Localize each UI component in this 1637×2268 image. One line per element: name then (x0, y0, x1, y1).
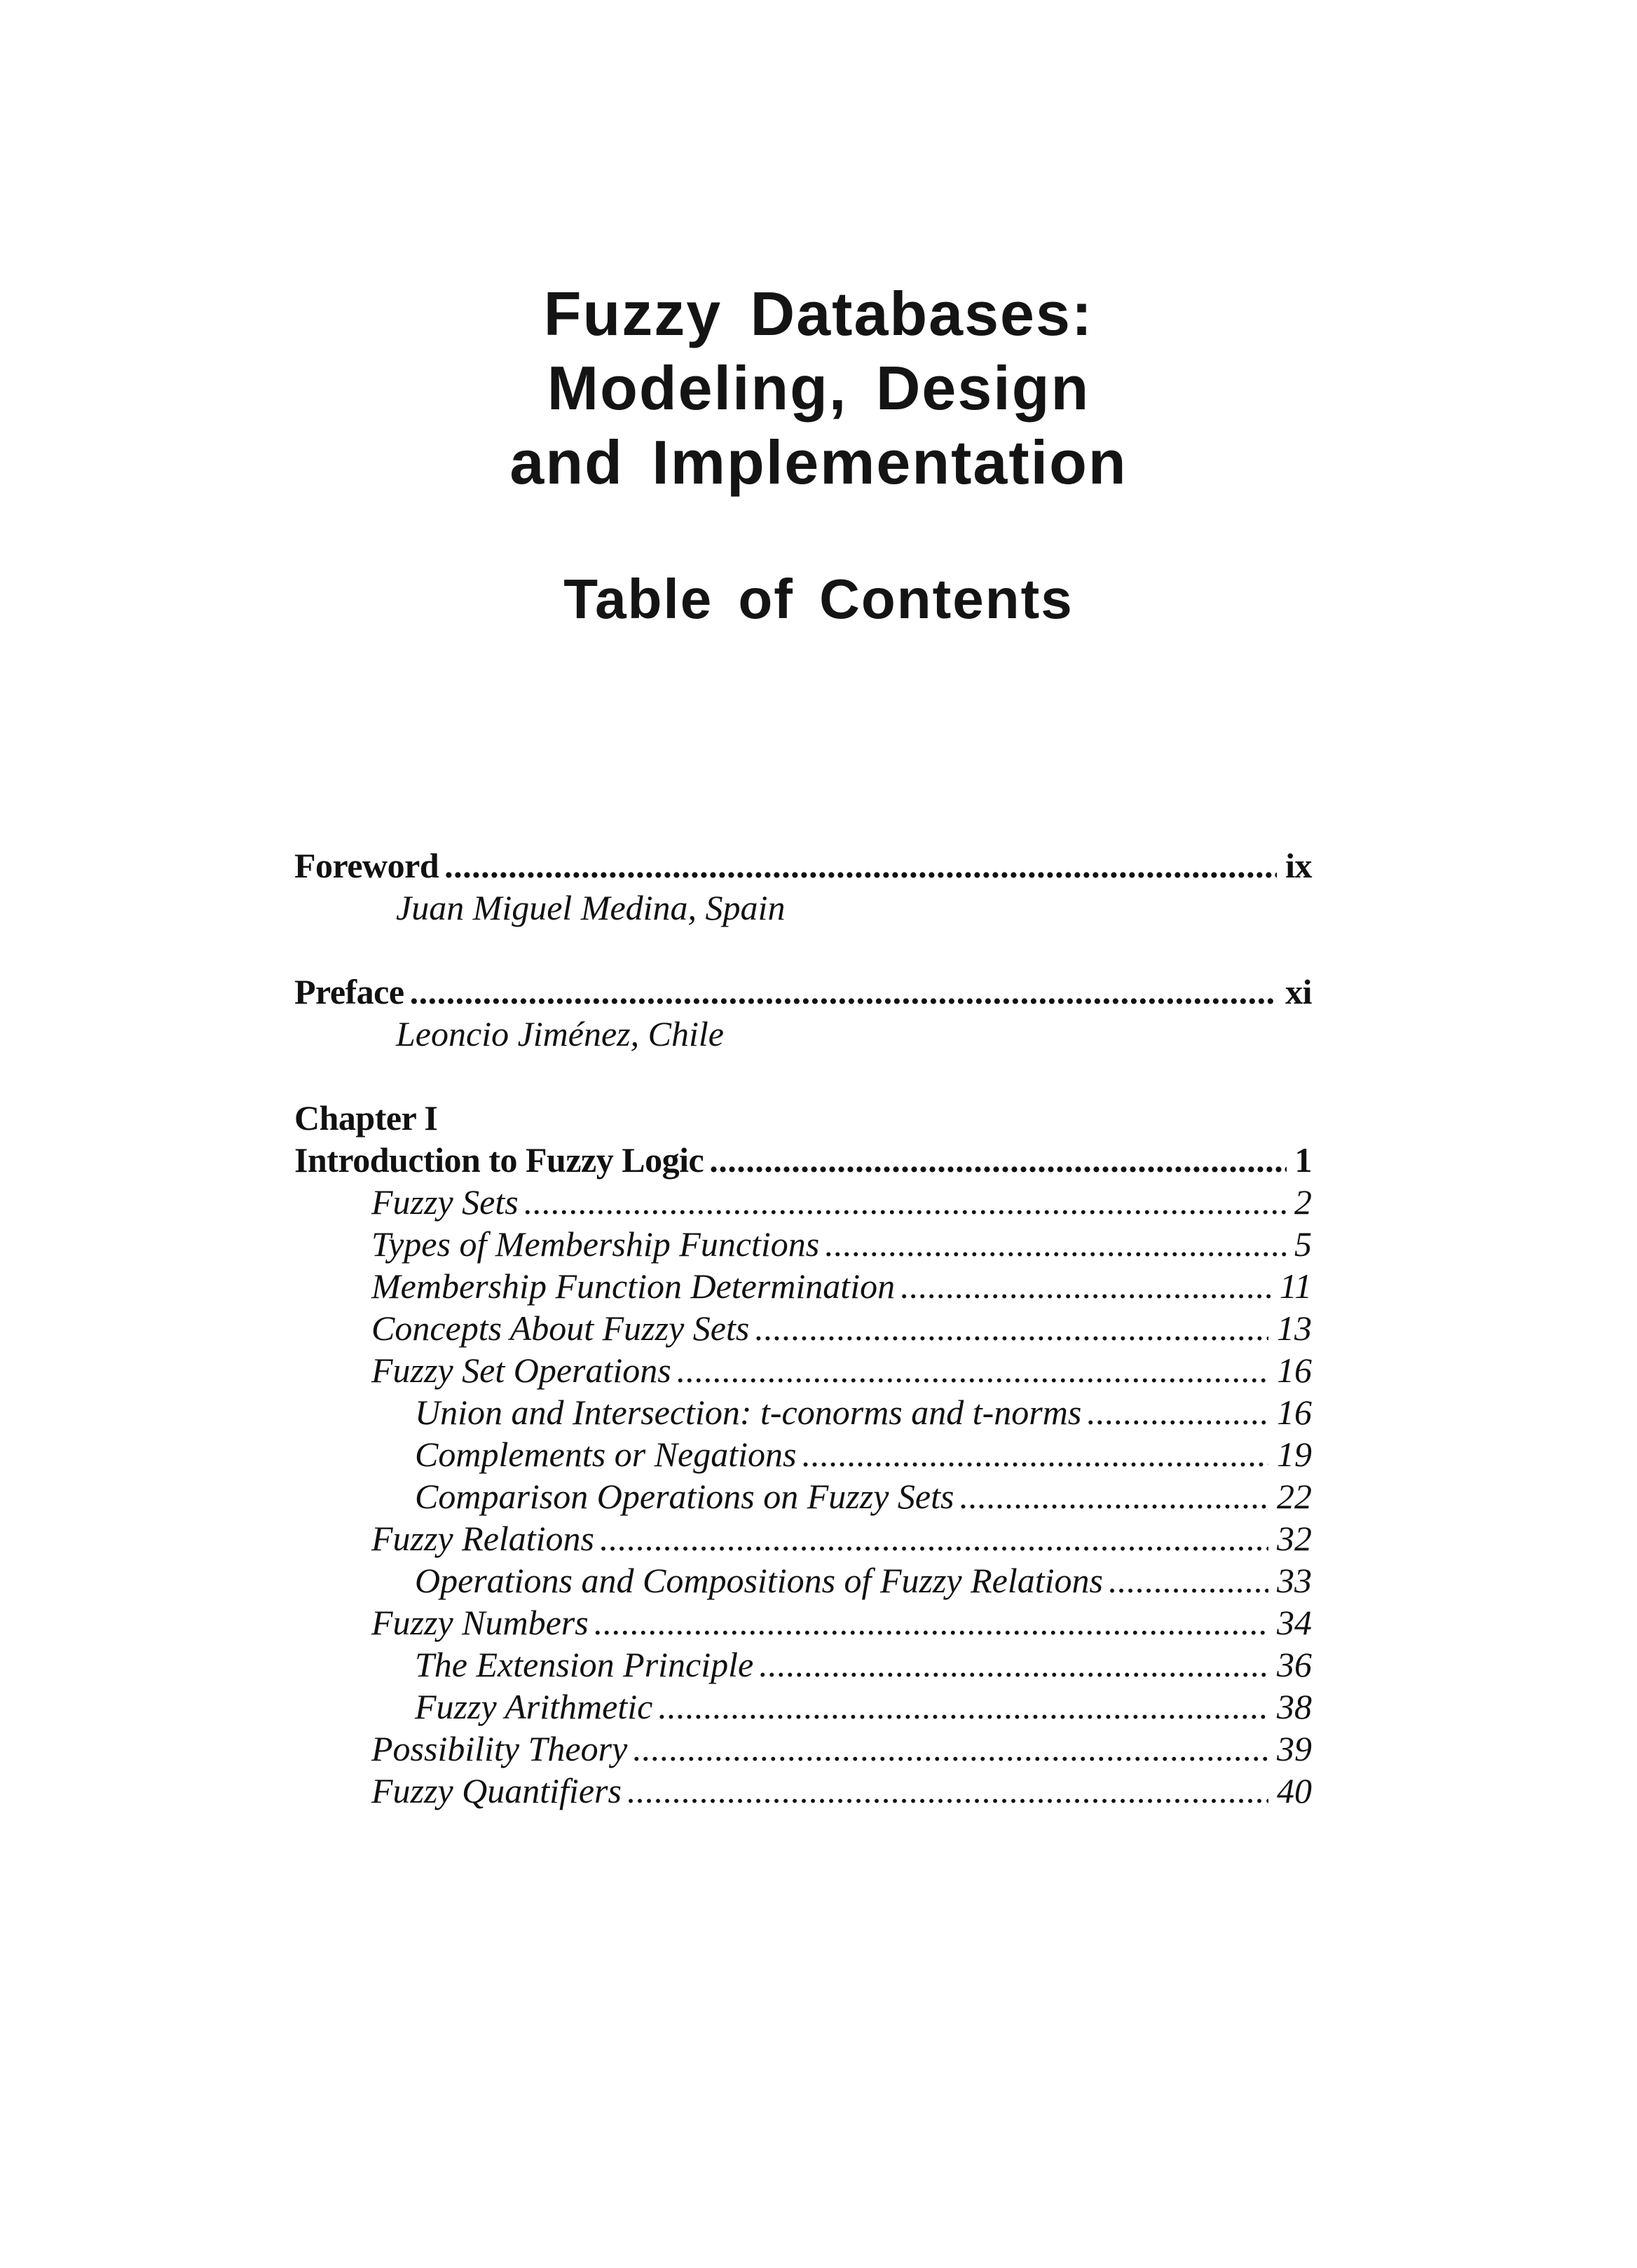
toc-entry-section[interactable] (294, 1349, 1312, 1391)
toc-entry-page: 1 (1294, 1140, 1312, 1180)
dot-leader (825, 1223, 1286, 1265)
spacer (294, 929, 1312, 971)
toc-entry-title: Union and Intersection: t-conorms and t-norms (415, 1393, 1082, 1432)
dot-leader (658, 1686, 1268, 1728)
toc-entry-section[interactable] (294, 1265, 1312, 1307)
toc-entry-page: 38 (1277, 1687, 1312, 1726)
toc-entry-section[interactable] (294, 1517, 1312, 1559)
title-block (0, 277, 1637, 634)
dot-leader (1087, 1391, 1268, 1433)
toc-entry-author: Juan Miguel Medina, Spain (396, 888, 786, 927)
dot-leader (410, 971, 1278, 1013)
toc-entry-title: Fuzzy Arithmetic (415, 1687, 653, 1726)
toc-entry-foreword[interactable] (294, 845, 1312, 887)
toc-entry-title: Fuzzy Numbers (371, 1603, 589, 1642)
toc-entry-subsection[interactable] (294, 1433, 1312, 1475)
dot-leader (802, 1433, 1268, 1475)
toc-entry-page: 16 (1277, 1351, 1312, 1390)
toc-entry-subsection[interactable] (294, 1644, 1312, 1686)
dot-leader (1109, 1559, 1268, 1601)
toc-entry-page: 34 (1277, 1603, 1312, 1642)
book-title-line: and Implementation (509, 428, 1128, 497)
toc-entry-page: 5 (1294, 1224, 1312, 1264)
spacer (294, 1055, 1312, 1097)
toc-entry-page: 36 (1277, 1645, 1312, 1684)
toc-entry-chapter[interactable] (294, 1139, 1312, 1181)
dot-leader (444, 845, 1277, 887)
toc-entry-preface[interactable] (294, 971, 1312, 1013)
toc-entry-title: Membership Function Determination (371, 1266, 896, 1306)
toc-entry-page: ix (1285, 846, 1312, 885)
dot-leader (677, 1349, 1268, 1391)
toc-entry-page: 40 (1277, 1771, 1312, 1810)
toc-entry-page: 19 (1277, 1435, 1312, 1474)
toc-entry-page: 2 (1294, 1182, 1312, 1222)
toc-entry-page: 16 (1277, 1393, 1312, 1432)
toc-entry-section[interactable] (294, 1601, 1312, 1644)
toc-entry-subsection[interactable] (294, 1475, 1312, 1517)
toc-entry-title: Operations and Compositions of Fuzzy Relations (415, 1561, 1103, 1600)
toc-entry-page: 33 (1277, 1561, 1312, 1600)
toc-entry-author: Leoncio Jiménez, Chile (396, 1014, 724, 1053)
toc-entry-page: xi (1285, 972, 1312, 1011)
toc-entry-subsection[interactable] (294, 1559, 1312, 1601)
toc-entry-title: Preface (294, 972, 404, 1011)
toc-entry-section[interactable] (294, 1181, 1312, 1223)
toc-entry-subsection[interactable] (294, 1391, 1312, 1433)
toc-entry-page: 13 (1277, 1309, 1312, 1348)
toc-entry-page: 22 (1277, 1477, 1312, 1516)
toc-entry-subsection[interactable] (294, 1686, 1312, 1728)
dot-leader (900, 1265, 1271, 1307)
toc-entry-title: Complements or Negations (415, 1435, 797, 1474)
toc-entry-section[interactable] (294, 1223, 1312, 1265)
toc-entry-page: 39 (1277, 1729, 1312, 1768)
table-of-contents (294, 845, 1312, 1812)
dot-leader (633, 1728, 1268, 1770)
toc-entry-title: Fuzzy Quantifiers (371, 1771, 622, 1810)
toc-entry-title: Introduction to Fuzzy Logic (294, 1140, 704, 1180)
dot-leader (627, 1770, 1268, 1812)
dot-leader (755, 1307, 1268, 1349)
book-title-line: Modeling, Design (547, 353, 1090, 423)
book-title (0, 277, 1637, 500)
toc-heading: Table of Contents (563, 568, 1074, 630)
toc-entry-section[interactable] (294, 1770, 1312, 1812)
dot-leader (594, 1601, 1268, 1644)
toc-entry-title: Concepts About Fuzzy Sets (371, 1309, 750, 1348)
toc-entry-section[interactable] (294, 1728, 1312, 1770)
toc-entry-page: 32 (1277, 1519, 1312, 1558)
dot-leader (759, 1644, 1268, 1686)
toc-entry-title: The Extension Principle (415, 1645, 754, 1684)
toc-entry-page: 11 (1279, 1266, 1312, 1306)
dot-leader (524, 1181, 1286, 1223)
dot-leader (600, 1517, 1268, 1559)
toc-entry-title: Comparison Operations on Fuzzy Sets (415, 1477, 954, 1516)
chapter-label: Chapter I (294, 1098, 438, 1138)
book-title-line: Fuzzy Databases: (543, 279, 1094, 348)
toc-entry-title: Types of Membership Functions (371, 1224, 820, 1264)
toc-entry-title: Fuzzy Set Operations (371, 1351, 671, 1390)
dot-leader (959, 1475, 1268, 1517)
toc-entry-title: Foreword (294, 846, 439, 885)
toc-entry-title: Possibility Theory (371, 1729, 628, 1768)
dot-leader (709, 1139, 1286, 1181)
toc-entry-title: Fuzzy Relations (371, 1519, 595, 1558)
toc-entry-section[interactable] (294, 1307, 1312, 1349)
toc-entry-title: Fuzzy Sets (371, 1182, 519, 1222)
